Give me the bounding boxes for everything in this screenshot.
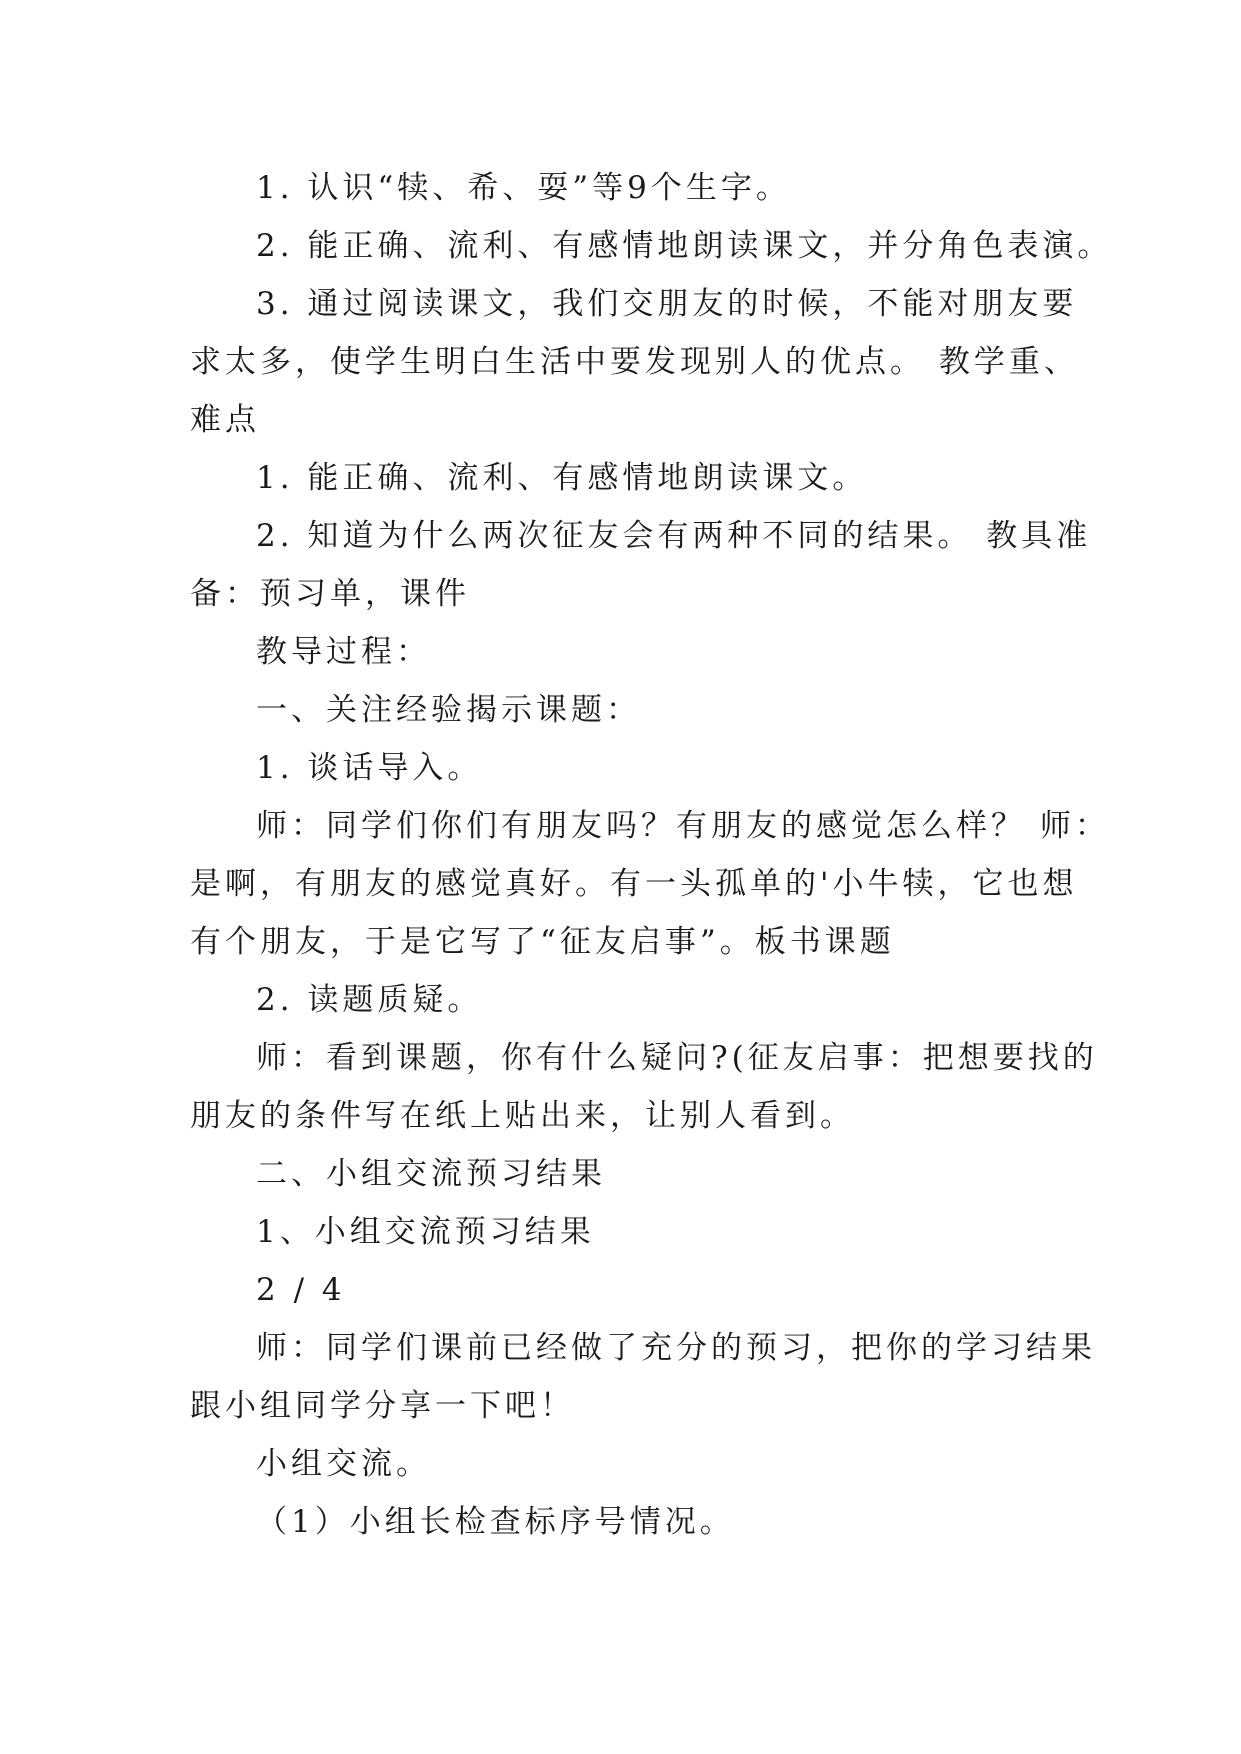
text-line: 2. 知道为什么两次征友会有两种不同的结果。 教具准 [256, 518, 1092, 554]
text-line: 2. 能正确、流利、有感情地朗读课文，并分角色表演。 [256, 228, 1113, 264]
text-line: 小组交流。 [256, 1446, 431, 1482]
text-line: 师：看到课题，你有什么疑问?(征友启事：把想要找的 [256, 1040, 1098, 1076]
text-line: 2. 读题质疑。 [256, 982, 483, 1018]
text-line: 难点 [190, 402, 260, 438]
text-line: 1. 谈话导入。 [256, 750, 483, 786]
text-line: 跟小组同学分享一下吧！ [190, 1388, 575, 1424]
text-line: 1、小组交流预习结果 [256, 1214, 595, 1250]
text-line: 备：预习单，课件 [190, 576, 470, 612]
text-line: 朋友的条件写在纸上贴出来，让别人看到。 [190, 1098, 855, 1134]
text-line: 有个朋友，于是它写了“征友启事”。板书课题 [190, 924, 895, 960]
text-line: 求太多，使学生明白生活中要发现别人的优点。 教学重、 [190, 344, 1079, 380]
text-line: 师：同学们课前已经做了充分的预习，把你的学习结果 [256, 1330, 1096, 1366]
text-line: 是啊，有朋友的感觉真好。有一头孤单的'小牛犊，它也想 [190, 866, 1078, 902]
text-line: 1. 能正确、流利、有感情地朗读课文。 [256, 460, 868, 496]
text-line: 师：同学们你们有朋友吗？有朋友的感觉怎么样？ 师： [256, 808, 1110, 844]
text-line: 3. 通过阅读课文，我们交朋友的时候，不能对朋友要 [256, 286, 1078, 322]
text-line: 教导过程： [256, 634, 431, 670]
section-heading: 一、关注经验揭示课题： [256, 692, 641, 728]
text-line: （1）小组长检查标序号情况。 [256, 1504, 735, 1540]
page-number: 2 / 4 [256, 1272, 346, 1308]
section-heading: 二、小组交流预习结果 [256, 1156, 606, 1192]
text-line: 1. 认识“犊、希、耍”等9个生字。 [256, 170, 791, 206]
